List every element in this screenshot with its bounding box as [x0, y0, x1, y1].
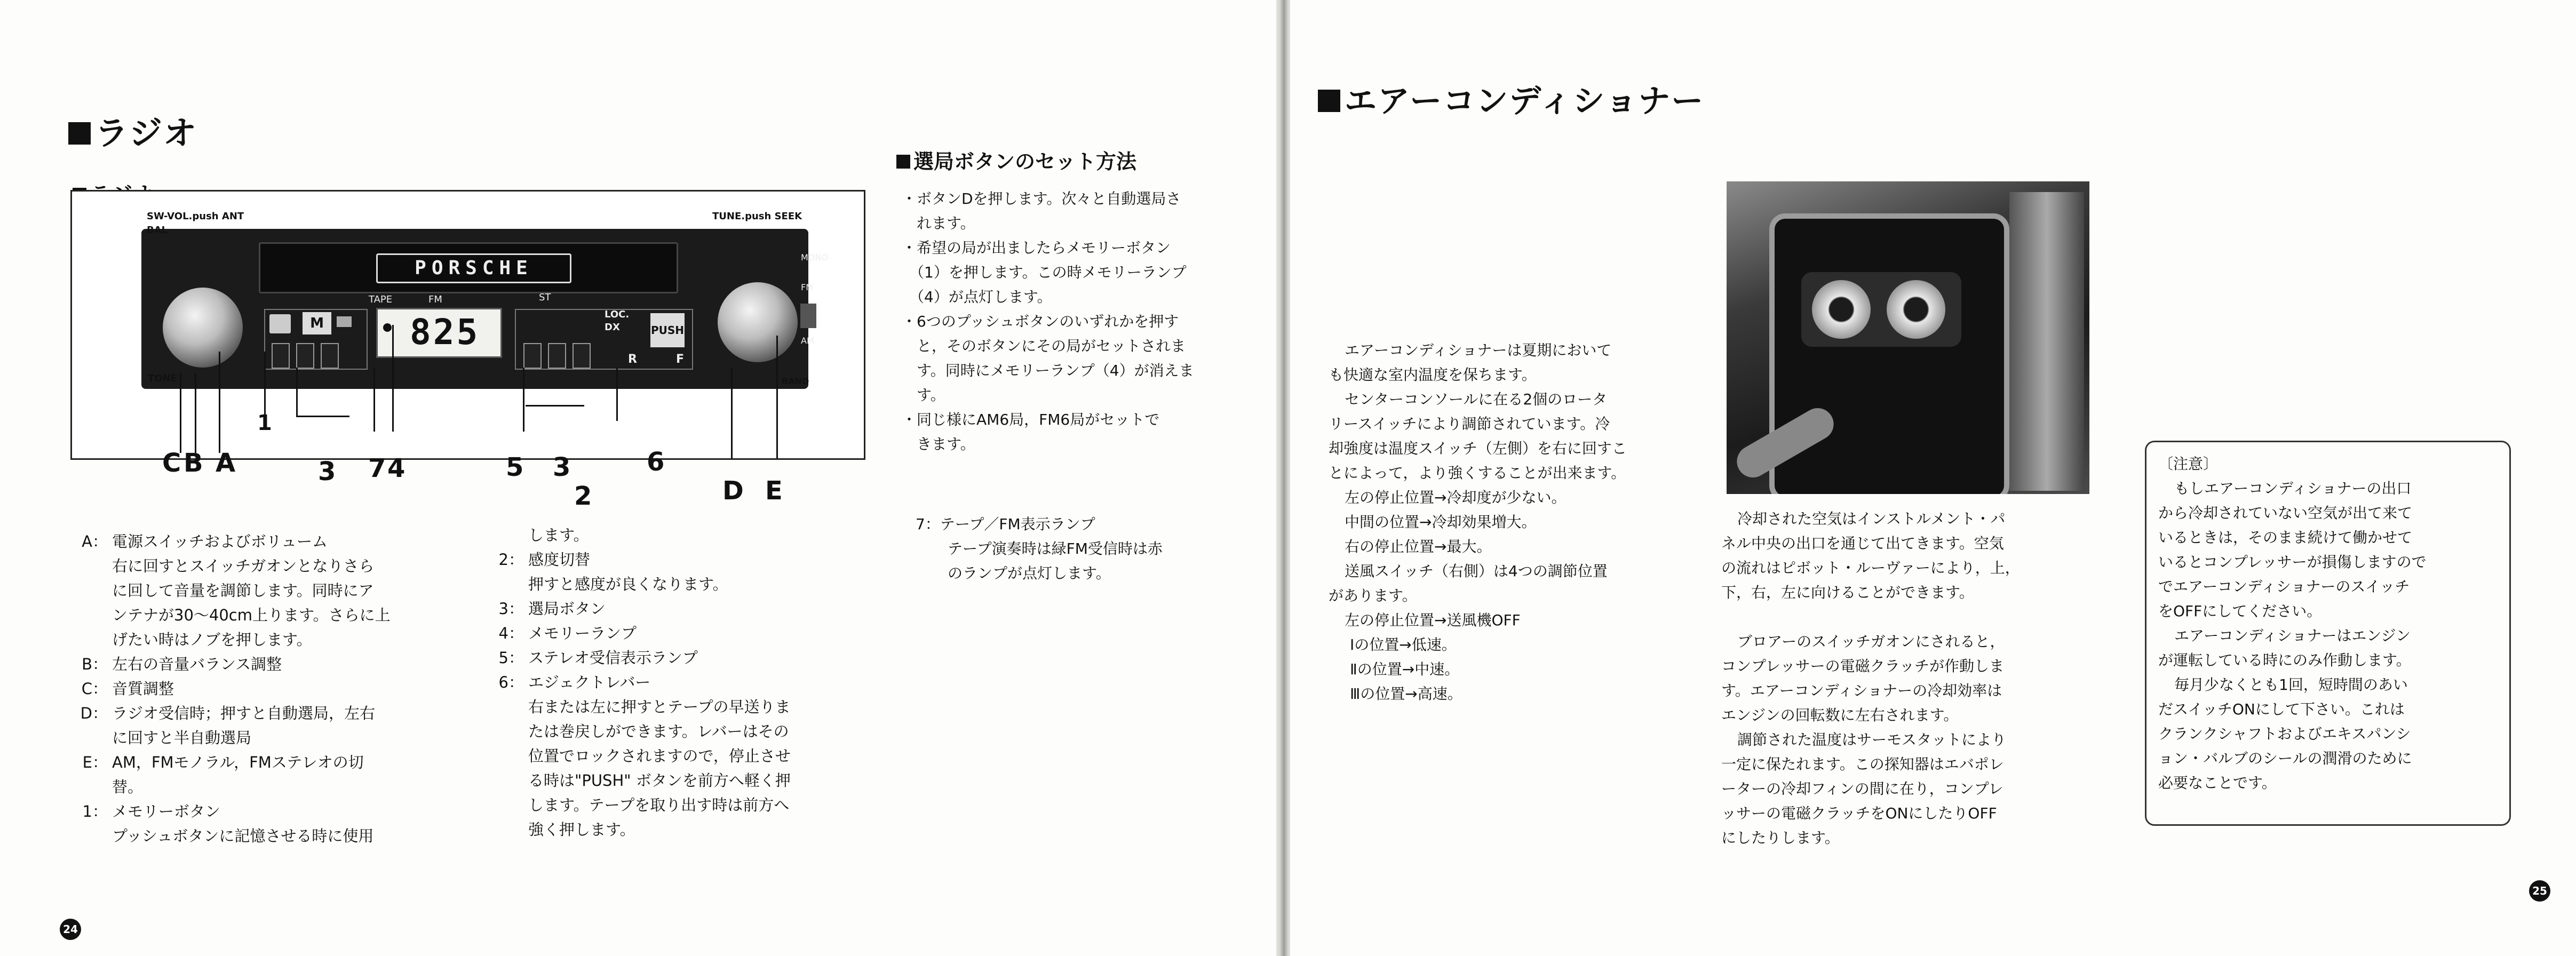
sw-vol-label: SW-VOL.push ANT: [147, 211, 244, 222]
desc-line: 強く押します。: [528, 820, 635, 839]
desc-line: 音質調整: [112, 680, 174, 698]
ac-line: ッサーの電磁クラッチをONにしたりOFF: [1721, 804, 1997, 822]
stereo-label: ST: [539, 292, 551, 303]
rewind-label: R: [628, 353, 637, 366]
fm-side-label: FM: [801, 282, 814, 292]
ac-line: Ⅱの位置→中速。: [1350, 660, 1460, 678]
ac-line: とによって，より強くすることが出来ます。: [1329, 464, 1626, 482]
desc-line: プッシュボタンに記憶させる時に使用: [112, 827, 374, 845]
small-button[interactable]: [337, 316, 352, 327]
ac-col1-text: [1329, 338, 1627, 706]
ac-line: センターコンソールに在る2個のロータ: [1345, 391, 1608, 408]
radio-descriptions-col2: [496, 523, 791, 842]
preset-line: す。同時にメモリーランプ（4）が消えま: [902, 362, 1194, 379]
desc-line: たは巻戻しができます。レバーはその: [528, 722, 789, 740]
preset-button-2[interactable]: [296, 343, 314, 369]
leader-line-3a: [296, 368, 298, 416]
desc-line: エジェクトレバー: [528, 673, 651, 691]
desc-line: 電源スイッチおよびボリューム: [112, 532, 328, 551]
ac-line: 右の停止位置→最大。: [1345, 538, 1492, 555]
ac-col2-text: [1721, 507, 2020, 850]
ac-line: ネル中央の出口を通じて出てきます。空気: [1721, 535, 2004, 552]
callout-3a: 3: [318, 457, 336, 487]
tune-seek-label: TUNE.push SEEK: [712, 211, 802, 222]
note-line: 7：テープ／FM表示ランプ: [916, 515, 1095, 533]
callout-6: 6: [647, 447, 665, 477]
preset-button-4[interactable]: [523, 343, 542, 369]
desc-line: る時は"PUSH" ボタンを前方へ軽く押: [528, 771, 791, 790]
desc-line: 選局ボタン: [528, 600, 606, 618]
ac-line: があります。: [1329, 587, 1417, 604]
preset-line: ・6つのプッシュボタンのいずれかを押す: [902, 313, 1179, 330]
ac-line: 送風スイッチ（右側）は4つの調節位置: [1345, 562, 1608, 580]
leader-line-6: [616, 368, 618, 421]
desc-key: 2：: [498, 551, 524, 569]
callout-3b: 3: [553, 452, 571, 482]
preset-line: す。: [902, 386, 945, 404]
desc-key: 6：: [498, 673, 524, 691]
ac-line: 一定に保たれます。この探知器はエバポレ: [1721, 755, 2004, 773]
preset-line: （1）を押します。この時メモリーランプ: [902, 264, 1187, 281]
preset-line: と，そのボタンにその局がセットされま: [902, 337, 1186, 355]
ac-line: エンジンの回転数に左右されます。: [1721, 706, 1959, 724]
desc-line: に回して音量を調節します。同時にア: [112, 581, 374, 600]
desc-key: 1：: [82, 802, 108, 820]
leader-line-3a-bar: [296, 416, 349, 417]
caution-line: いるときは，そのまま続けて働かせて: [2158, 529, 2413, 546]
callout-c: C: [162, 448, 181, 478]
am-label: AM: [801, 336, 814, 346]
preset-button-3[interactable]: [321, 343, 339, 369]
desc-key: 3：: [498, 600, 524, 618]
desc-key: 5：: [498, 649, 524, 667]
ac-line: [1721, 605, 2020, 630]
desc-line: メモリーランプ: [528, 624, 637, 642]
right-page: [1290, 0, 2576, 956]
leader-line-4: [392, 325, 394, 432]
desc-line: 替。: [112, 778, 144, 796]
ac-line: リースイッチにより調節されています。冷: [1329, 415, 1610, 433]
frequency-display: [376, 308, 502, 358]
loc-label: LOC.: [605, 309, 630, 320]
callout-5: 5: [506, 452, 524, 482]
frequency-value: 825: [410, 312, 480, 353]
caution-line: 毎月少なくとも1回，短時間のあい: [2174, 676, 2408, 694]
volume-knob[interactable]: [163, 288, 243, 368]
caution-line: が運転している時にのみ作動します。: [2158, 651, 2411, 669]
air-vent-photo: [1727, 181, 2089, 494]
page-title-air-conditioner: エアーコンディショナー: [1318, 76, 1704, 122]
desc-key: B：: [82, 655, 108, 673]
preset-line: れます。: [902, 214, 975, 232]
ac-line: す。エアーコンディショナーの冷却効率は: [1721, 682, 2002, 699]
preset-instructions: [902, 187, 1194, 457]
console-frame: [1769, 213, 2009, 494]
leader-line-b: [195, 373, 196, 453]
radio-descriptions-col1: [80, 529, 391, 848]
ac-line: Ⅲの位置→高速。: [1350, 685, 1462, 703]
desc-line: メモリーボタン: [112, 802, 221, 820]
desc-line: AM，FMモノラル，FMステレオの切: [112, 753, 364, 771]
square-bullet-icon: [1318, 90, 1340, 112]
memory-lamp-icon: [383, 323, 392, 332]
left-vent: [1812, 280, 1871, 339]
ac-line: Ⅰの位置→低速。: [1350, 636, 1457, 654]
page-number-right: 25: [2529, 880, 2550, 902]
ac-line: 左の停止位置→送風機OFF: [1345, 611, 1521, 629]
desc-line: ンテナが30〜40cm上ります。さらに上: [112, 606, 391, 624]
preset-button-5[interactable]: [548, 343, 566, 369]
leader-line-7: [373, 368, 375, 432]
note-line: テープ演奏時は緑FM受信時は赤: [948, 540, 1163, 557]
square-bullet-icon: [896, 155, 910, 169]
desc-line: 感度切替: [528, 551, 591, 569]
caution-line: から冷却されていない空気が出て来て: [2158, 504, 2413, 522]
preset-button-1[interactable]: [272, 343, 290, 369]
band-switch[interactable]: [800, 304, 816, 328]
leader-line-c: [180, 373, 181, 453]
desc-line: ラジオ受信時；押すと自動選局，左右: [112, 704, 376, 722]
leader-line-a: [219, 352, 220, 453]
desc-line: します。テープを取り出す時は前方へ: [528, 796, 790, 814]
desc-key: A：: [82, 532, 108, 551]
caution-title: 〔注意〕: [2158, 455, 2219, 473]
callout-2: 2: [574, 481, 592, 511]
side-panel: [2009, 192, 2084, 491]
ac-line: コンプレッサーの電磁クラッチが作動しま: [1721, 657, 2005, 675]
preset-line: きます。: [902, 435, 975, 453]
tune-knob[interactable]: [718, 282, 798, 362]
band-label: BAND: [782, 376, 809, 386]
tape-label: TAPE: [369, 294, 393, 305]
preset-line: ・希望の局が出ましたらメモリーボタン: [902, 239, 1171, 257]
bal-label: BAL: [147, 225, 168, 236]
ac-line: 左の停止位置→冷却度が少ない。: [1345, 489, 1567, 506]
caution-line: だスイッチONにして下さい。これは: [2158, 700, 2405, 718]
cassette-icon: [269, 314, 291, 333]
caution-line: ョン・バルブのシールの潤滑のために: [2158, 750, 2412, 767]
desc-key: E：: [82, 753, 108, 771]
right-vent: [1887, 280, 1945, 339]
callout-a: A: [216, 448, 236, 478]
desc-line: 位置でロックされますので，停止させ: [528, 747, 791, 765]
ac-line: エアーコンディショナーは夏期において: [1345, 341, 1612, 359]
ac-line: 冷却された空気はインストルメント・パ: [1737, 510, 2006, 528]
ac-line: 調節された温度はサーモスタットにより: [1737, 731, 2007, 748]
leader-line-d: [731, 368, 733, 458]
desc-line: 右に回すとスイッチガオンとなりさら: [112, 557, 375, 575]
memory-button[interactable]: M: [303, 312, 331, 334]
desc-line: します。: [528, 526, 589, 544]
preset-button-6[interactable]: [573, 343, 591, 369]
caution-line: クランクシャフトおよびエキスパンシ: [2158, 725, 2411, 743]
radio-diagram: [70, 190, 865, 460]
desc-line: 右または左に押すとテープの早送りま: [528, 698, 791, 716]
caution-text: [2158, 452, 2427, 795]
callout-b: B: [184, 448, 203, 478]
note-7: [916, 512, 1163, 586]
preset-line: ・同じ様にAM6局，FM6局がセットで: [902, 411, 1160, 428]
caution-box: [2145, 441, 2511, 826]
mono-label: MONO: [801, 252, 828, 262]
preset-line: ・ボタンDを押します。次々と自動選局さ: [902, 190, 1181, 208]
caution-line: でエアーコンディショナーのスイッチ: [2158, 578, 2410, 595]
preset-line: （4）が点灯します。: [902, 288, 1052, 306]
push-eject-button[interactable]: PUSH: [650, 313, 685, 347]
desc-key: D：: [80, 704, 108, 722]
desc-line: に回すと半自動選局: [112, 729, 252, 747]
dx-label: DX: [605, 322, 620, 333]
square-bullet-icon: [68, 122, 91, 145]
page-title-radio: ラジオ: [68, 107, 197, 154]
desc-key: C：: [81, 680, 108, 698]
ac-line: 中間の位置→冷却効果増大。: [1345, 513, 1537, 531]
leader-line-e: [776, 336, 778, 458]
ac-line: 却強度は温度スイッチ（左側）を右に回すこ: [1329, 440, 1627, 457]
desc-key: 4：: [498, 624, 524, 642]
callout-d: D: [722, 476, 744, 506]
callout-e: E: [765, 476, 783, 506]
callout-4: 4: [387, 453, 406, 483]
ac-line: 下，右，左に向けることができます。: [1721, 584, 1974, 601]
page-number-left: 24: [60, 919, 81, 940]
caution-line: エアーコンディショナーはエンジン: [2174, 627, 2411, 644]
desc-line: げたい時はノブを押します。: [112, 631, 312, 649]
fm-indicator-label: FM: [428, 294, 442, 305]
forward-label: F: [676, 353, 685, 366]
ac-line: も快適な室内温度を保ちます。: [1329, 366, 1537, 384]
note-line: のランプが点灯します。: [948, 564, 1111, 582]
caution-line: いるとコンプレッサーが損傷しますので: [2158, 553, 2427, 571]
left-page: [0, 0, 1276, 956]
caution-line: もしエアーコンディショナーの出口: [2174, 480, 2412, 497]
callout-7: 7: [368, 453, 386, 483]
leader-line-3b-bar: [526, 405, 584, 407]
caution-line: 必要なことです。: [2158, 774, 2277, 792]
desc-line: 左右の音量バランス調整: [112, 655, 282, 673]
leader-line-5: [523, 368, 524, 432]
preset-section-title: 選局ボタンのセット方法: [896, 145, 1136, 174]
radio-faceplate: [141, 211, 828, 389]
station-button-block: [515, 309, 693, 370]
leader-line-1: [264, 352, 266, 416]
ac-line: ブロアーのスイッチガオンにされると，: [1737, 633, 2005, 650]
brand-logo: PORSCHE: [376, 253, 571, 283]
memory-button-block: [264, 309, 368, 370]
ac-line: ーターの冷却フィンの間に在り，コンプレ: [1721, 780, 2003, 798]
tone-label: TONE: [148, 373, 177, 384]
ac-line: にしたりします。: [1721, 829, 1840, 847]
caution-line: をOFFにしてください。: [2158, 602, 2322, 620]
desc-line: 押すと感度が良くなります。: [528, 575, 728, 593]
desc-line: ステレオ受信表示ランプ: [528, 649, 698, 667]
callout-1: 1: [257, 411, 272, 435]
ac-line: の流れはピボット・ルーヴァーにより，上，: [1721, 559, 2020, 577]
